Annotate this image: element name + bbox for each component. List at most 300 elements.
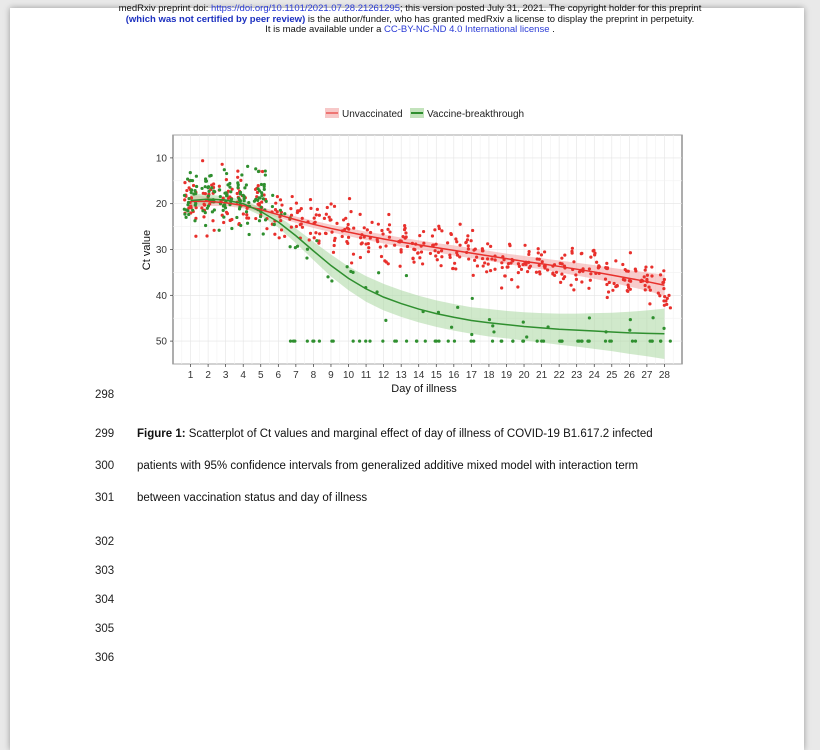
point-breakthrough <box>264 169 267 172</box>
point-unvaccinated <box>183 198 186 201</box>
point-unvaccinated <box>621 263 624 266</box>
point-breakthrough <box>207 190 210 193</box>
point-breakthrough <box>522 321 525 324</box>
point-breakthrough <box>263 183 266 186</box>
point-breakthrough <box>659 340 662 343</box>
x-tick-label: 8 <box>310 370 317 381</box>
point-breakthrough <box>305 256 308 259</box>
point-unvaccinated <box>329 202 332 205</box>
y-tick-label: 40 <box>155 290 167 302</box>
point-unvaccinated <box>571 247 574 250</box>
point-breakthrough <box>271 194 274 197</box>
point-breakthrough <box>634 340 637 343</box>
x-tick-label: 23 <box>571 370 583 381</box>
point-breakthrough <box>488 318 491 321</box>
point-unvaccinated <box>538 270 541 273</box>
point-breakthrough <box>289 340 292 343</box>
point-unvaccinated <box>572 288 575 291</box>
point-unvaccinated <box>541 260 544 263</box>
point-unvaccinated <box>387 262 390 265</box>
point-breakthrough <box>201 209 204 212</box>
point-unvaccinated <box>663 278 666 281</box>
point-unvaccinated <box>367 242 370 245</box>
point-breakthrough <box>588 316 591 319</box>
point-unvaccinated <box>658 294 661 297</box>
point-unvaccinated <box>422 242 425 245</box>
x-tick-label: 7 <box>293 370 299 381</box>
point-unvaccinated <box>644 284 647 287</box>
point-unvaccinated <box>622 278 625 281</box>
point-unvaccinated <box>650 265 653 268</box>
point-unvaccinated <box>571 252 574 255</box>
point-unvaccinated <box>369 231 372 234</box>
point-unvaccinated <box>454 267 457 270</box>
point-unvaccinated <box>451 267 454 270</box>
point-unvaccinated <box>412 261 415 264</box>
line-number: 306 <box>95 652 115 664</box>
point-breakthrough <box>229 190 232 193</box>
point-unvaccinated <box>290 226 293 229</box>
point-unvaccinated <box>347 236 350 239</box>
point-unvaccinated <box>473 259 476 262</box>
point-unvaccinated <box>471 229 474 232</box>
point-unvaccinated <box>466 238 469 241</box>
point-unvaccinated <box>274 208 277 211</box>
y-tick-label: 30 <box>155 245 167 256</box>
point-breakthrough <box>542 340 545 343</box>
license-link[interactable]: CC-BY-NC-ND 4.0 International license <box>384 24 550 35</box>
point-unvaccinated <box>606 296 609 299</box>
x-tick-label: 21 <box>536 370 548 381</box>
point-unvaccinated <box>384 244 387 247</box>
point-unvaccinated <box>536 257 539 260</box>
point-unvaccinated <box>359 213 362 216</box>
point-unvaccinated <box>559 281 562 284</box>
point-unvaccinated <box>644 265 647 268</box>
point-unvaccinated <box>493 268 496 271</box>
line-number: 299 <box>95 428 115 440</box>
point-breakthrough <box>257 170 260 173</box>
point-breakthrough <box>279 209 282 212</box>
point-breakthrough <box>263 188 266 191</box>
point-unvaccinated <box>467 244 470 247</box>
point-unvaccinated <box>352 226 355 229</box>
point-unvaccinated <box>421 262 424 265</box>
point-breakthrough <box>240 173 243 176</box>
point-breakthrough <box>306 248 309 251</box>
point-unvaccinated <box>606 267 609 270</box>
point-unvaccinated <box>333 244 336 247</box>
x-tick-label: 24 <box>588 370 600 381</box>
point-breakthrough <box>189 171 192 174</box>
point-unvaccinated <box>265 227 268 230</box>
point-unvaccinated <box>644 288 647 291</box>
point-unvaccinated <box>315 213 318 216</box>
point-breakthrough <box>651 316 654 319</box>
point-breakthrough <box>195 185 198 188</box>
point-breakthrough <box>470 333 473 336</box>
point-unvaccinated <box>242 212 245 215</box>
point-unvaccinated <box>434 254 437 257</box>
point-unvaccinated <box>328 216 331 219</box>
point-unvaccinated <box>669 306 672 309</box>
point-breakthrough <box>491 340 494 343</box>
point-unvaccinated <box>433 228 436 231</box>
point-breakthrough <box>306 340 309 343</box>
point-unvaccinated <box>563 275 566 278</box>
point-breakthrough <box>192 192 195 195</box>
point-unvaccinated <box>535 271 538 274</box>
point-unvaccinated <box>589 256 592 259</box>
point-breakthrough <box>450 326 453 329</box>
point-unvaccinated <box>347 227 350 230</box>
point-unvaccinated <box>500 261 503 264</box>
point-breakthrough <box>283 212 286 215</box>
point-unvaccinated <box>608 281 611 284</box>
point-unvaccinated <box>346 242 349 245</box>
point-breakthrough <box>330 340 333 343</box>
point-unvaccinated <box>309 232 312 235</box>
point-breakthrough <box>226 183 229 186</box>
point-breakthrough <box>218 229 221 232</box>
line-number: 303 <box>95 565 115 577</box>
point-breakthrough <box>225 172 228 175</box>
point-unvaccinated <box>185 189 188 192</box>
point-unvaccinated <box>448 253 451 256</box>
point-unvaccinated <box>254 217 257 220</box>
point-unvaccinated <box>482 264 485 267</box>
point-breakthrough <box>219 195 222 198</box>
line-number: 300 <box>95 460 115 472</box>
point-unvaccinated <box>467 247 470 250</box>
point-unvaccinated <box>474 248 477 251</box>
point-unvaccinated <box>629 288 632 291</box>
point-unvaccinated <box>489 269 492 272</box>
point-unvaccinated <box>301 217 304 220</box>
point-unvaccinated <box>418 234 421 237</box>
point-unvaccinated <box>481 257 484 260</box>
point-unvaccinated <box>627 283 630 286</box>
point-breakthrough <box>311 340 314 343</box>
point-breakthrough <box>447 340 450 343</box>
point-unvaccinated <box>537 247 540 250</box>
point-unvaccinated <box>644 269 647 272</box>
point-unvaccinated <box>203 203 206 206</box>
point-unvaccinated <box>388 230 391 233</box>
point-unvaccinated <box>555 271 558 274</box>
point-unvaccinated <box>318 232 321 235</box>
point-unvaccinated <box>580 280 583 283</box>
point-unvaccinated <box>643 275 646 278</box>
point-unvaccinated <box>440 249 443 252</box>
point-unvaccinated <box>627 270 630 273</box>
point-breakthrough <box>222 209 225 212</box>
x-tick-label: 11 <box>360 370 372 381</box>
point-breakthrough <box>330 279 333 282</box>
point-breakthrough <box>628 329 631 332</box>
point-unvaccinated <box>453 262 456 265</box>
point-unvaccinated <box>296 209 299 212</box>
point-unvaccinated <box>593 251 596 254</box>
point-unvaccinated <box>595 261 598 264</box>
x-tick-label: 20 <box>518 370 530 381</box>
point-unvaccinated <box>485 270 488 273</box>
point-breakthrough <box>669 340 672 343</box>
point-unvaccinated <box>363 226 366 229</box>
point-unvaccinated <box>202 192 205 195</box>
point-unvaccinated <box>662 287 665 290</box>
point-breakthrough <box>206 186 209 189</box>
point-unvaccinated <box>400 250 403 253</box>
point-breakthrough <box>183 194 186 197</box>
point-unvaccinated <box>236 170 239 173</box>
point-unvaccinated <box>420 250 423 253</box>
point-unvaccinated <box>189 205 192 208</box>
line-number: 298 <box>95 389 115 401</box>
point-unvaccinated <box>387 213 390 216</box>
point-unvaccinated <box>332 251 335 254</box>
point-breakthrough <box>662 327 665 330</box>
point-unvaccinated <box>333 239 336 242</box>
point-unvaccinated <box>614 259 617 262</box>
point-unvaccinated <box>183 181 186 184</box>
point-breakthrough <box>262 197 265 200</box>
doi-link[interactable]: https://doi.org/10.1101/2021.07.28.21261295 <box>211 3 400 14</box>
point-unvaccinated <box>377 223 380 226</box>
point-unvaccinated <box>405 235 408 238</box>
point-unvaccinated <box>540 253 543 256</box>
point-breakthrough <box>260 194 263 197</box>
point-unvaccinated <box>508 244 511 247</box>
point-breakthrough <box>260 206 263 209</box>
point-unvaccinated <box>663 304 666 307</box>
figure-caption-line-3: between vaccination status and day of illness <box>137 492 368 504</box>
point-breakthrough <box>259 215 262 218</box>
point-breakthrough <box>262 232 265 235</box>
point-unvaccinated <box>507 262 510 265</box>
header-text: is the author/funder, who has granted medRxiv a license to display the preprint in perpetuity. <box>305 13 695 25</box>
point-breakthrough <box>471 297 474 300</box>
point-unvaccinated <box>239 179 242 182</box>
point-unvaccinated <box>476 264 479 267</box>
point-unvaccinated <box>624 268 627 271</box>
header-line-3 <box>0 25 820 36</box>
point-unvaccinated <box>367 250 370 253</box>
point-unvaccinated <box>194 235 197 238</box>
point-breakthrough <box>273 223 276 226</box>
point-unvaccinated <box>323 217 326 220</box>
point-unvaccinated <box>313 217 316 220</box>
point-unvaccinated <box>440 255 443 258</box>
point-breakthrough <box>318 340 321 343</box>
point-unvaccinated <box>434 249 437 252</box>
point-breakthrough <box>395 340 398 343</box>
x-tick-label: 3 <box>222 370 229 381</box>
point-unvaccinated <box>587 287 590 290</box>
point-unvaccinated <box>213 229 216 232</box>
point-unvaccinated <box>280 203 283 206</box>
x-tick-label: 27 <box>641 370 653 381</box>
point-unvaccinated <box>211 219 214 222</box>
point-unvaccinated <box>529 265 532 268</box>
x-tick-label: 12 <box>378 370 390 381</box>
x-tick-label: 9 <box>328 370 334 381</box>
point-breakthrough <box>236 181 239 184</box>
point-unvaccinated <box>450 233 453 236</box>
point-unvaccinated <box>380 229 383 232</box>
x-tick-label: 26 <box>623 370 635 381</box>
x-tick-label: 1 <box>187 370 194 381</box>
point-unvaccinated <box>386 228 389 231</box>
point-breakthrough <box>415 340 418 343</box>
legend-label-unvaccinated: Unvaccinated <box>342 109 403 120</box>
header-text: ; this version posted July 31, 2021. The copyright holder for this preprint <box>399 3 702 14</box>
point-unvaccinated <box>403 228 406 231</box>
x-axis <box>188 364 671 381</box>
point-unvaccinated <box>276 195 279 198</box>
point-breakthrough <box>245 210 248 213</box>
header-text: It is made available under a <box>265 24 385 35</box>
point-breakthrough <box>190 191 193 194</box>
point-unvaccinated <box>464 241 467 244</box>
point-unvaccinated <box>347 223 350 226</box>
point-unvaccinated <box>439 264 442 267</box>
point-breakthrough <box>293 340 296 343</box>
point-breakthrough <box>248 233 251 236</box>
point-unvaccinated <box>313 236 316 239</box>
point-unvaccinated <box>330 231 333 234</box>
point-unvaccinated <box>289 207 292 210</box>
point-unvaccinated <box>434 243 437 246</box>
point-unvaccinated <box>472 274 475 277</box>
point-unvaccinated <box>221 163 224 166</box>
point-breakthrough <box>315 239 318 242</box>
x-tick-label: 19 <box>500 370 513 381</box>
point-unvaccinated <box>486 257 489 260</box>
point-breakthrough <box>184 216 187 219</box>
x-tick-label: 13 <box>395 370 407 381</box>
point-unvaccinated <box>628 279 631 282</box>
point-unvaccinated <box>475 256 478 259</box>
point-unvaccinated <box>225 178 228 181</box>
point-unvaccinated <box>659 273 662 276</box>
point-unvaccinated <box>429 252 432 255</box>
point-unvaccinated <box>494 258 497 261</box>
point-breakthrough <box>225 191 228 194</box>
x-tick-label: 17 <box>465 370 477 381</box>
x-tick-label: 10 <box>342 370 355 381</box>
point-unvaccinated <box>393 244 396 247</box>
point-unvaccinated <box>470 239 473 242</box>
point-unvaccinated <box>437 251 440 254</box>
point-unvaccinated <box>440 229 443 232</box>
x-tick-label: 14 <box>413 370 425 381</box>
point-unvaccinated <box>418 256 421 259</box>
point-unvaccinated <box>613 282 616 285</box>
point-unvaccinated <box>222 221 225 224</box>
point-breakthrough <box>492 330 495 333</box>
point-unvaccinated <box>553 274 556 277</box>
line-number: 305 <box>95 623 115 635</box>
point-breakthrough <box>346 265 349 268</box>
header-text: medRxiv preprint doi: <box>118 3 212 14</box>
point-breakthrough <box>185 208 188 211</box>
point-unvaccinated <box>516 285 519 288</box>
point-unvaccinated <box>607 290 610 293</box>
point-unvaccinated <box>388 236 391 239</box>
point-unvaccinated <box>318 214 321 217</box>
point-breakthrough <box>349 270 352 273</box>
point-breakthrough <box>195 175 198 178</box>
point-breakthrough <box>210 186 213 189</box>
point-unvaccinated <box>295 225 298 228</box>
point-breakthrough <box>223 168 226 171</box>
point-unvaccinated <box>455 240 458 243</box>
point-unvaccinated <box>490 257 493 260</box>
point-unvaccinated <box>299 223 302 226</box>
point-unvaccinated <box>523 244 526 247</box>
point-unvaccinated <box>560 273 563 276</box>
point-breakthrough <box>289 245 292 248</box>
legend <box>325 108 524 120</box>
point-breakthrough <box>265 200 268 203</box>
point-breakthrough <box>218 188 221 191</box>
point-breakthrough <box>230 227 233 230</box>
point-unvaccinated <box>605 262 608 265</box>
point-unvaccinated <box>201 159 204 162</box>
point-breakthrough <box>368 340 371 343</box>
point-unvaccinated <box>422 230 425 233</box>
point-breakthrough <box>650 340 653 343</box>
point-unvaccinated <box>604 277 607 280</box>
figure-caption-line-2: patients with 95% confidence intervals from generalized additive mixed model with interaction term <box>137 460 639 472</box>
point-breakthrough <box>225 194 228 197</box>
point-breakthrough <box>258 189 261 192</box>
point-breakthrough <box>186 178 189 181</box>
point-unvaccinated <box>647 285 650 288</box>
point-breakthrough <box>271 205 274 208</box>
point-breakthrough <box>208 174 211 177</box>
point-unvaccinated <box>526 270 529 273</box>
point-unvaccinated <box>317 242 320 245</box>
point-unvaccinated <box>458 255 461 258</box>
point-unvaccinated <box>367 246 370 249</box>
point-unvaccinated <box>370 221 373 224</box>
point-breakthrough <box>247 201 250 204</box>
point-unvaccinated <box>274 202 277 205</box>
point-unvaccinated <box>663 295 666 298</box>
point-unvaccinated <box>379 246 382 249</box>
point-unvaccinated <box>403 224 406 227</box>
y-axis-label: Ct value <box>141 229 153 271</box>
point-unvaccinated <box>589 272 592 275</box>
point-unvaccinated <box>406 245 409 248</box>
point-breakthrough <box>187 213 190 216</box>
point-unvaccinated <box>280 228 283 231</box>
x-axis-label: Day of illness <box>391 383 457 395</box>
point-unvaccinated <box>614 285 617 288</box>
point-unvaccinated <box>399 265 402 268</box>
point-unvaccinated <box>578 270 581 273</box>
point-unvaccinated <box>359 236 362 239</box>
point-unvaccinated <box>342 218 345 221</box>
point-unvaccinated <box>664 299 667 302</box>
point-unvaccinated <box>300 207 303 210</box>
point-unvaccinated <box>559 262 562 265</box>
point-breakthrough <box>239 224 242 227</box>
point-breakthrough <box>631 340 634 343</box>
y-tick-label: 50 <box>155 336 167 348</box>
